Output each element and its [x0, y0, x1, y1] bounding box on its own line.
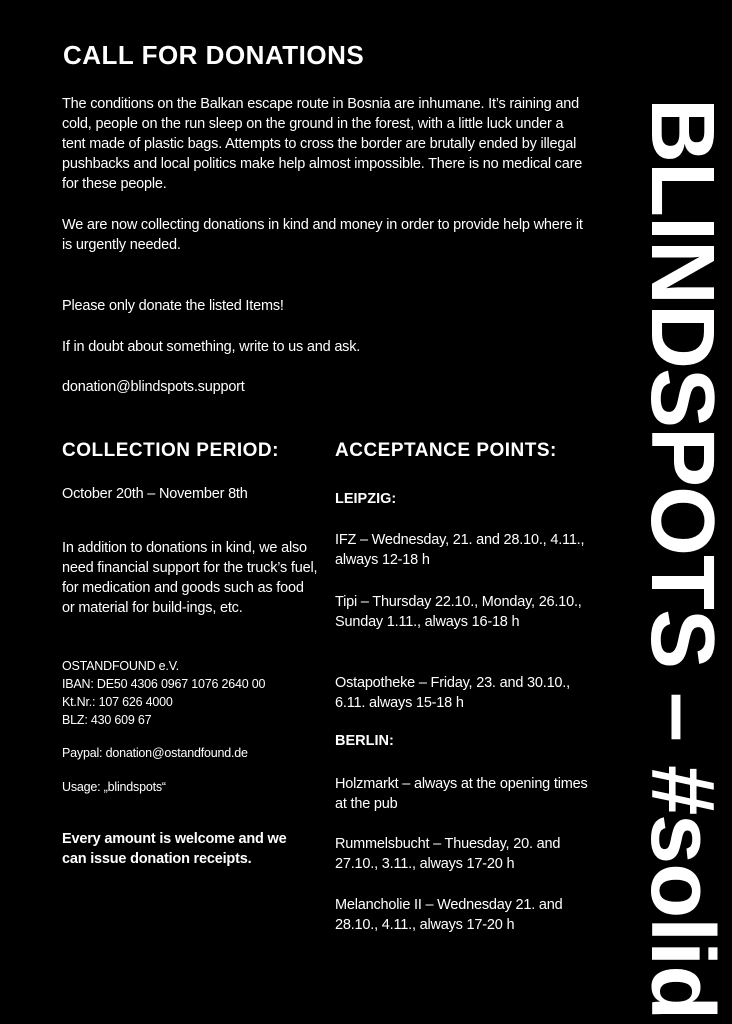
donation-receipts-note: Every amount is welcome and we can issue donation receipts. — [62, 831, 287, 867]
bank-account-name: OSTANDFOUND e.V. — [62, 659, 179, 673]
city-label-leipzig: LEIPZIG: — [335, 491, 397, 507]
bank-code: BLZ: 430 609 67 — [62, 713, 152, 727]
page-title: CALL FOR DONATIONS — [63, 40, 365, 70]
acceptance-point-tipi: Tipi – Thursday 22.10., Monday, 26.10., Sunday 1.11., always 16-18 h — [335, 594, 582, 630]
financial-support-text: In addition to donations in kind, we also need financial support for the truck’s fuel, for medication and goods such as food or material for build-ings, etc. — [62, 540, 318, 616]
acceptance-point-holzmarkt: Holzmarkt – always at the opening times at the pub — [335, 776, 588, 812]
intro-paragraph-collecting: We are now collecting donations in kind and money in order to provide help where it is urgently needed. — [62, 217, 583, 253]
acceptance-point-ostapotheke: Ostapotheke – Friday, 23. and 30.10., 6.11. always 15-18 h — [335, 675, 570, 711]
acceptance-point-rummelsbucht: Rummelsbucht – Thuesday, 20. and 27.10., 3.11., always 17-20 h — [335, 836, 561, 872]
collection-period-heading: COLLECTION PERIOD: — [62, 440, 279, 461]
bank-details — [62, 657, 322, 729]
contact-email: donation@blindspots.support — [62, 379, 245, 395]
vertical-banner-title: BLINDSPOTS – #solid — [632, 98, 732, 1020]
bank-account-number: Kt.Nr.: 107 626 4000 — [62, 695, 173, 709]
intro-paragraph-conditions: The conditions on the Balkan escape route in Bosnia are inhumane. It’s raining and cold, people on the run sleep on the ground in the forest, with a little luck under a tent made of plastic bags. Attempts to cross the border are brutally ended by illegal pushbacks and local politics make help almost impossible. There is no medical care for these people. — [62, 96, 583, 192]
acceptance-point-melancholie: Melancholie II – Wednesday 21. and 28.10., 4.11., always 17-20 h — [335, 897, 563, 933]
paypal-address: Paypal: donation@ostandfound.de — [62, 746, 248, 760]
acceptance-point-ifz: IFZ – Wednesday, 21. and 28.10., 4.11., always 12-18 h — [335, 532, 585, 568]
city-label-berlin: BERLIN: — [335, 733, 394, 749]
intro-paragraph-ask: If in doubt about something, write to us and ask. — [62, 339, 361, 355]
collection-period-dates: October 20th – November 8th — [62, 486, 248, 502]
payment-usage-reference: Usage: „blindspots“ — [62, 780, 166, 794]
bank-iban: IBAN: DE50 4306 0967 1076 2640 00 — [62, 677, 266, 691]
intro-paragraph-listed-items: Please only donate the listed Items! — [62, 298, 284, 314]
acceptance-points-heading: ACCEPTANCE POINTS: — [335, 440, 557, 461]
